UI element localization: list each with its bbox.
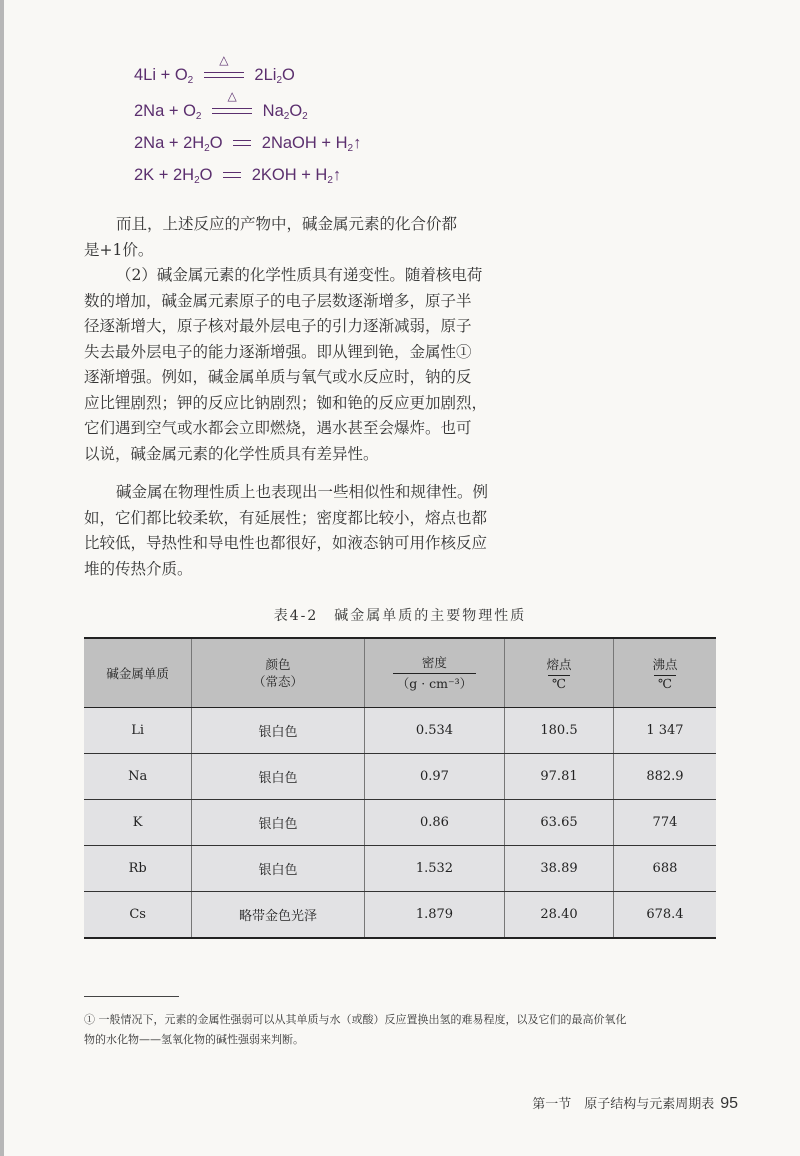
cell-melting: 38.89 xyxy=(505,846,614,892)
equation-na-o2: $2Na + O_2$ △ $Na_2O_2$ xyxy=(134,88,308,122)
table-row xyxy=(84,754,716,800)
page-edge xyxy=(0,0,4,1156)
cell-color: 银白色 xyxy=(192,800,364,846)
cell-melting: 28.40 xyxy=(505,892,614,939)
table-title: 表4-2 碱金属单质的主要物理性质 xyxy=(273,608,527,624)
table-row xyxy=(84,800,716,846)
footnote: ① 一般情况下，元素的金属性强弱可以从其单质与水（或酸）反应置换出氢的难易程度，以及它们的最高价氧化 物的水化物——氢氧化物的碱性强弱来判断。 xyxy=(84,1013,627,1046)
cell-boiling: 1 347 xyxy=(613,708,716,754)
cell-element: K xyxy=(84,800,192,846)
paragraph-valence: 而且，上述反应的产物中，碱金属元素的化合价都 是+1价。 xyxy=(84,215,458,259)
cell-color: 略带金色光泽 xyxy=(192,892,364,939)
equals-sign xyxy=(233,138,251,150)
equation-li-o2: $4Li + O_2$ △ $2Li_2O$ xyxy=(134,52,295,86)
equation-k-h2o: $2K + 2H_2O$ $2KOH + H_2↑$ xyxy=(134,166,342,186)
equation-na-h2o: $2Na + 2H_2O$ 2NaOH + $H_2↑$ xyxy=(134,134,362,154)
cell-density: 0.534 xyxy=(364,708,504,754)
header-element: 碱金属单质 xyxy=(84,638,192,708)
cell-density: 0.86 xyxy=(364,800,504,846)
cell-boiling: 882.9 xyxy=(613,754,716,800)
cell-boiling: 774 xyxy=(613,800,716,846)
cell-boiling: 678.4 xyxy=(613,892,716,939)
table-row xyxy=(84,846,716,892)
cell-density: 1.532 xyxy=(364,846,504,892)
paragraph-physical-properties: 碱金属在物理性质上也表现出一些相似性和规律性。例 如，它们都比较柔软，有延展性；密度都比较小，熔点也都 比较低，导热性和导电性也都很好，如液态钠可用作核反应 堆的传热介质。 xyxy=(84,483,489,578)
heat-condition-sign: △ xyxy=(212,105,252,119)
page-footer xyxy=(532,1093,738,1113)
cell-boiling: 688 xyxy=(613,846,716,892)
footnote-divider xyxy=(84,996,179,997)
page-number: 95 xyxy=(720,1095,738,1112)
cell-density: 0.97 xyxy=(364,754,504,800)
cell-element: Li xyxy=(84,708,192,754)
equals-sign xyxy=(223,170,241,182)
header-density: 密度 （g · cm⁻³） xyxy=(364,638,504,708)
cell-element: Na xyxy=(84,754,192,800)
paragraph-chemical-trend: （2）碱金属元素的化学性质具有递变性。随着核电荷 数的增加，碱金属元素原子的电子层数逐渐增多，原子半 径逐渐增大，原子核对最外层电子的引力逐渐减弱，原子 失去最外层电子的能力逐渐增强。即从锂到铯，金属性① 逐渐增强。例如，碱金属单质与氧气或水反应时，钠的反 应比锂剧烈；钾的反应比钠剧烈；铷和铯的反应更加剧烈， 它们遇到空气或水都会立即燃烧，遇水甚至会爆炸。也可 以说，碱金属元素的化学性质具有差异性。 xyxy=(84,266,488,463)
header-boiling-point: 沸点 ℃ xyxy=(613,638,716,708)
cell-color: 银白色 xyxy=(192,708,364,754)
cell-element: Cs xyxy=(84,892,192,939)
cell-density: 1.879 xyxy=(364,892,504,939)
table-row xyxy=(84,708,716,754)
cell-melting: 97.81 xyxy=(505,754,614,800)
header-color: 颜色 （常态） xyxy=(192,638,364,708)
cell-element: Rb xyxy=(84,846,192,892)
properties-table xyxy=(84,637,716,939)
cell-melting: 180.5 xyxy=(505,708,614,754)
heat-condition-sign: △ xyxy=(204,69,244,83)
table-row xyxy=(84,892,716,939)
header-melting-point: 熔点 ℃ xyxy=(505,638,614,708)
cell-color: 银白色 xyxy=(192,754,364,800)
cell-melting: 63.65 xyxy=(505,800,614,846)
table-header-row xyxy=(84,638,716,708)
cell-color: 银白色 xyxy=(192,846,364,892)
section-title: 第一节 原子结构与元素周期表 xyxy=(532,1097,715,1112)
